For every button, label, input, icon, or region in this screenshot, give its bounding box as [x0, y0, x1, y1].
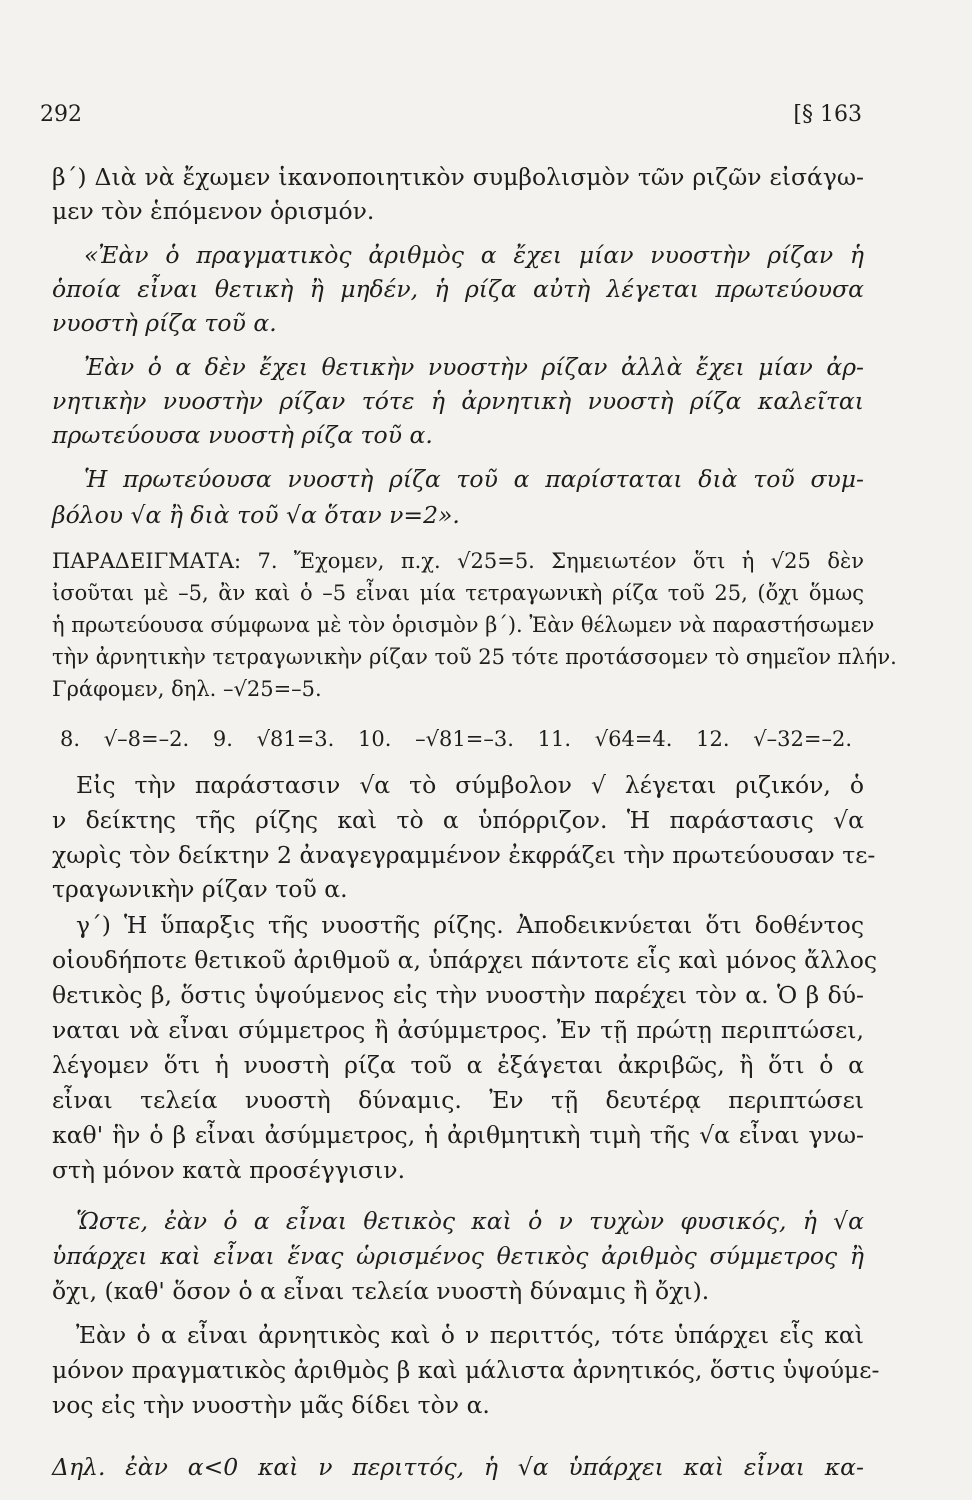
text-line: Ὥστε, ἐὰν ὁ α εἶναι θετικὸς καὶ ὁ ν τυχὼν φυσικός, ἡ √α — [76, 1207, 864, 1235]
text-line: ν δείκτης τῆς ρίζης καὶ τὸ α ὑπόρριζον. Ἡ παράστασις √α — [52, 806, 864, 834]
example-line: τὴν ἀρνητικὴν τετραγωνικὴν ρίζαν τοῦ 25 τότε προτάσσομεν τὸ σημεῖον πλήν. — [52, 645, 897, 669]
definition-line: ὁποία εἶναι θετικὴ ἢ μηδέν, ἡ ρίζα αὐτὴ λέγεται πρωτεύουσα — [52, 275, 864, 303]
definition-line: Ἡ πρωτεύουσα νυοστὴ ρίζα τοῦ α παρίσταται διὰ τοῦ συμ- — [84, 465, 864, 493]
definition-line: βόλου √α ἢ διὰ τοῦ √α ὅταν ν=2». — [52, 501, 460, 529]
definition-line: Ἐὰν ὁ α δὲν ἔχει θετικὴν νυοστὴν ρίζαν ἀλλὰ ἔχει μίαν ἀρ- — [84, 353, 864, 381]
text-line: χωρὶς τὸν δείκτην 2 ἀναγεγραμμένον ἐκφράζει τὴν πρωτεύουσαν τε- — [52, 841, 876, 869]
text-line: Ἐὰν ὁ α εἶναι ἀρνητικὸς καὶ ὁ ν περιττός, τότε ὑπάρχει εἷς καὶ — [76, 1321, 864, 1349]
definition-line: νητικὴν νυοστὴν ρίζαν τότε ἡ ἀρνητικὴ νυοστὴ ρίζα καλεῖται — [52, 387, 864, 415]
text-line: καθ' ἣν ὁ β εἶναι ἀσύμμετρος, ἡ ἀριθμητικὴ τιμὴ τῆς √α εἶναι γνω- — [52, 1121, 864, 1149]
page-number: 292 — [40, 102, 82, 127]
text-line: λέγομεν ὅτι ἡ νυοστὴ ρίζα τοῦ α ἐξάγεται ἀκριβῶς, ἢ ὅτι ὁ α — [52, 1051, 864, 1079]
text-line: Εἰς τὴν παράστασιν √α τὸ σύμβολον √ λέγεται ριζικόν, ὁ — [76, 771, 864, 799]
section-reference: [§ 163 — [793, 102, 862, 127]
text-line: οἱουδήποτε θετικοῦ ἀριθμοῦ α, ὑπάρχει πάντοτε εἷς καὶ μόνος ἄλλος — [52, 946, 878, 974]
text-line: ὄχι, (καθ' ὅσον ὁ α εἶναι τελεία νυοστὴ δύναμις ἢ ὄχι). — [52, 1277, 710, 1305]
example-line: ἡ πρωτεύουσα σύμφωνα μὲ τὸν ὁρισμὸν β΄). Ἐὰν θέλωμεν νὰ παραστήσωμεν — [52, 613, 875, 637]
text-line: ναται νὰ εἶναι σύμμετρος ἢ ἀσύμμετρος. Ἐν τῇ πρώτῃ περιπτώσει, — [52, 1016, 864, 1044]
text-line: στὴ μόνον κατὰ προσέγγισιν. — [52, 1156, 406, 1184]
text-line: β΄) Διὰ νὰ ἔχωμεν ἱκανοποιητικὸν συμβολισμὸν τῶν ριζῶν εἰσάγω- — [52, 163, 864, 191]
definition-line: νυοστὴ ρίζα τοῦ α. — [52, 309, 277, 337]
text-line: νος εἰς τὴν νυοστὴν μᾶς δίδει τὸν α. — [52, 1391, 490, 1419]
text-line: τραγωνικὴν ρίζαν τοῦ α. — [52, 875, 348, 903]
text-line: Δηλ. ἐὰν α<0 καὶ ν περιττός, ἡ √α ὑπάρχει καὶ εἶναι κα- — [52, 1453, 864, 1481]
text-line: εἶναι τελεία νυοστὴ δύναμις. Ἐν τῇ δευτέρᾳ περιπτώσει — [52, 1086, 864, 1114]
definition-line: πρωτεύουσα νυοστὴ ρίζα τοῦ α. — [52, 421, 433, 449]
text-line: μεν τὸν ἑπόμενον ὁρισμόν. — [52, 197, 375, 225]
text-line: ὑπάρχει καὶ εἶναι ἕνας ὡρισμένος θετικὸς ἀριθμὸς σύμμετρος ἢ — [52, 1242, 864, 1270]
example-line: 8. √–8=–2. 9. √81=3. 10. –√81=–3. 11. √64=4. 12. √–32=–2. — [60, 727, 852, 751]
example-line: ΠΑΡΑΔΕΙΓΜΑΤΑ: 7. Ἔχομεν, π.χ. √25=5. Σημειωτέον ὅτι ἡ √25 δὲν — [52, 549, 864, 573]
text-line: θετικὸς β, ὅστις ὑψούμενος εἰς τὴν νυοστὴν παρέχει τὸν α. Ὁ β δύ- — [52, 981, 864, 1009]
example-line: Γράφομεν, δηλ. –√25=–5. — [52, 677, 322, 701]
example-line: ἰσοῦται μὲ –5, ἂν καὶ ὁ –5 εἶναι μία τετραγωνικὴ ρίζα τοῦ 25, (ὄχι ὅμως — [52, 581, 864, 605]
section-heading-line: γ΄) Ἡ ὕπαρξις τῆς νυοστῆς ρίζης. Ἀποδεικνύεται ὅτι δοθέντος — [76, 911, 864, 939]
definition-line: «Ἐὰν ὁ πραγματικὸς ἀριθμὸς α ἔχει μίαν νυοστὴν ρίζαν ἡ — [84, 241, 864, 269]
text-line: μόνον πραγματικὸς ἀριθμὸς β καὶ μάλιστα ἀρνητικός, ὅστις ὑψούμε- — [52, 1356, 880, 1384]
